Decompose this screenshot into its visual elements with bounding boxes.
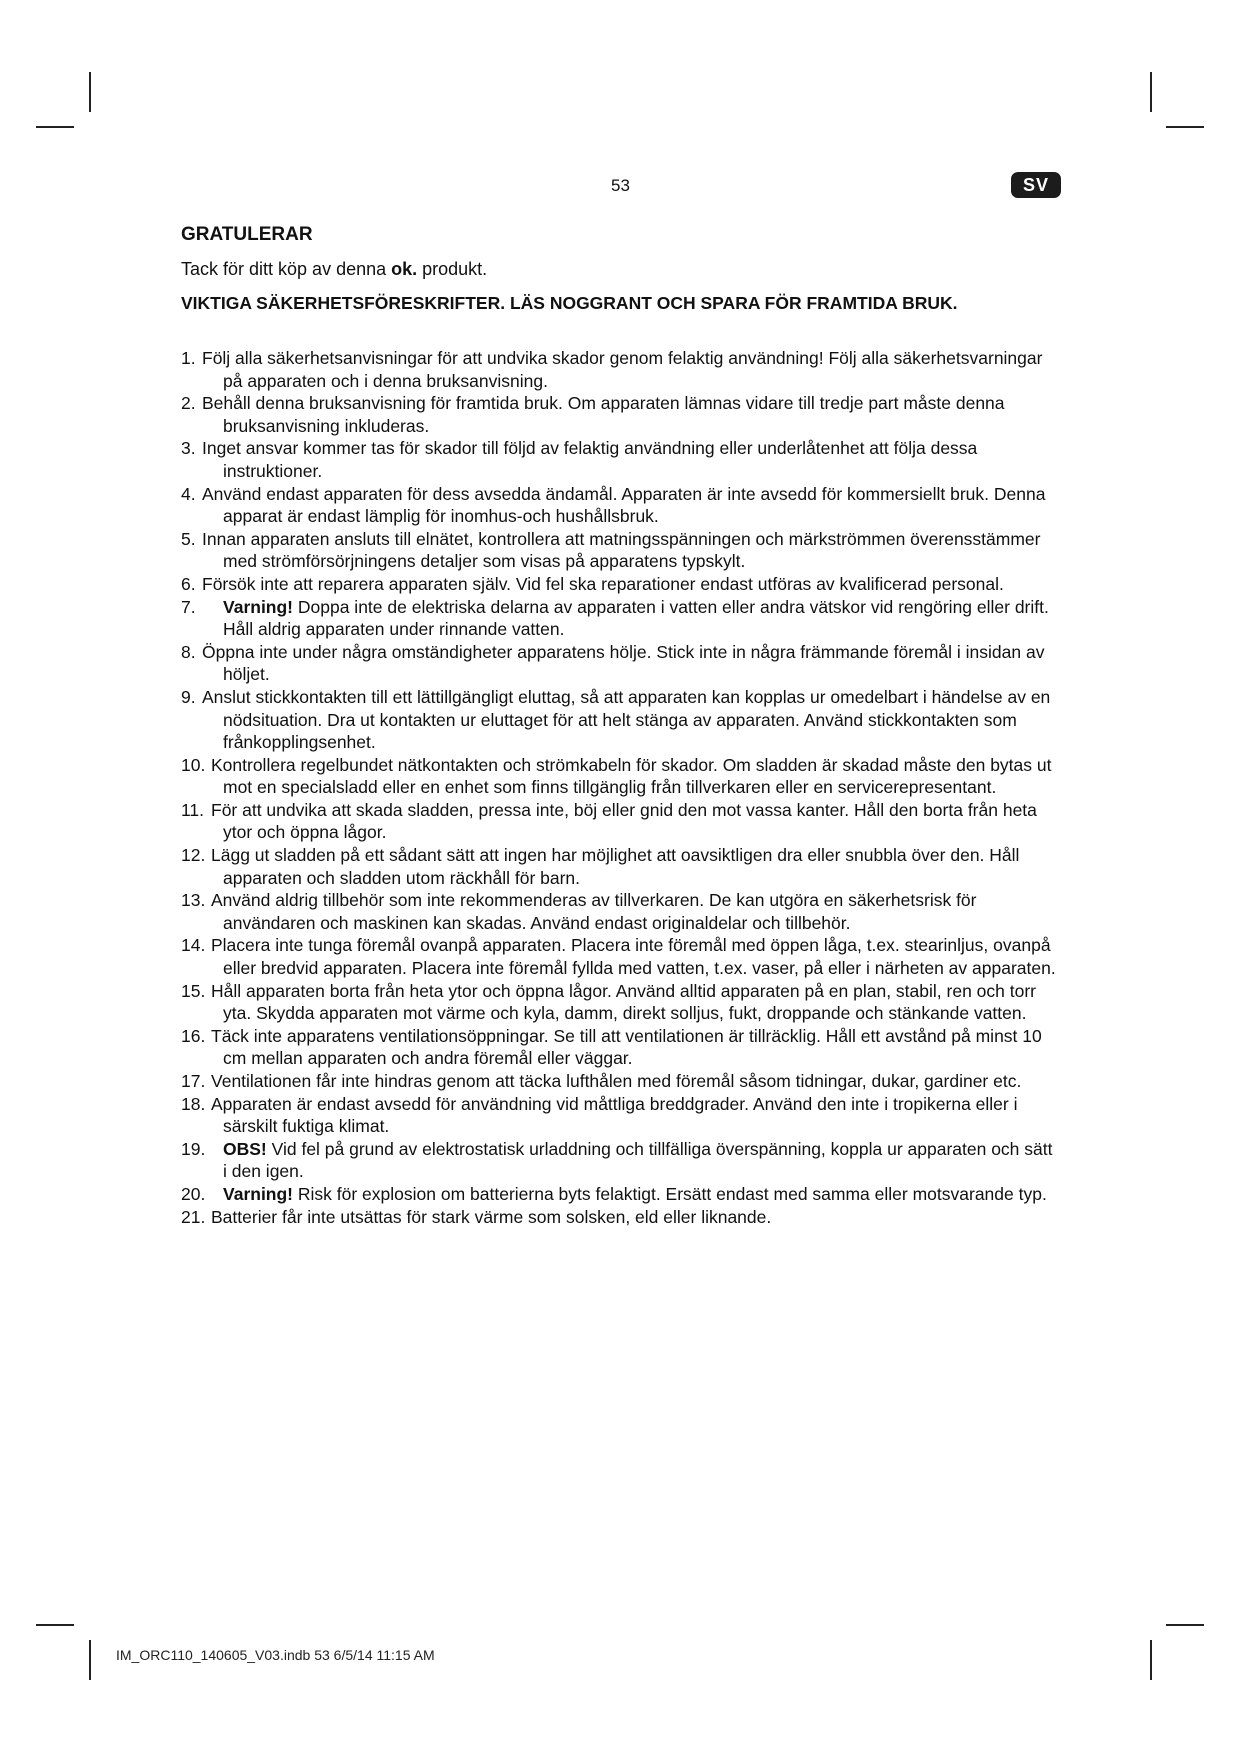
instruction-content bbox=[202, 393, 1005, 436]
instruction-number: 9. bbox=[181, 686, 196, 707]
instruction-content bbox=[211, 1026, 1042, 1069]
instruction-item bbox=[181, 483, 1061, 528]
instruction-content bbox=[211, 935, 1056, 978]
instruction-number: 10. bbox=[181, 754, 206, 775]
instruction-number: 7. bbox=[181, 596, 196, 617]
instruction-text: Innan apparaten ansluts till elnätet, kontrollera att matningsspänningen och märkströmmen överensstämmer med strömförsörjningens detaljer som visas på apparatens typskylt. bbox=[202, 528, 1041, 572]
instruction-text: Vid fel på grund av elektrostatisk urladdning och tillfälliga överspänning, koppla ur apparaten och sätt i den igen. bbox=[223, 1138, 1053, 1182]
instruction-emphasis: Varning! bbox=[223, 1183, 294, 1204]
instruction-text: Försök inte att reparera apparaten själv. Vid fel ska reparationer endast utföras av kvalificerad personal. bbox=[202, 573, 1004, 594]
instruction-item bbox=[181, 844, 1061, 889]
instruction-emphasis: Varning! bbox=[223, 596, 294, 617]
instruction-content bbox=[211, 800, 1037, 843]
instruction-number: 17. bbox=[181, 1071, 206, 1091]
instruction-text: Använd aldrig tillbehör som inte rekommenderas av tillverkaren. De kan utgöra en säkerhetsrisk för användaren och maskinen kan skadas. Använd endast originaldelar och tillbehör. bbox=[211, 890, 977, 933]
instruction-text: Apparaten är endast avsedd för användning vid måttliga breddgrader. Använd den inte i tropikerna eller i särskilt fuktiga klimat. bbox=[211, 1093, 1018, 1137]
instruction-content bbox=[223, 597, 1049, 640]
instruction-item bbox=[181, 573, 1061, 596]
instruction-number: 18. bbox=[181, 1093, 206, 1114]
instruction-text: För att undvika att skada sladden, pressa inte, böj eller gnid den mot vassa kanter. Håll den borta från heta ytor och öppna lågor. bbox=[211, 799, 1037, 843]
instruction-text: Öppna inte under några omständigheter apparatens hölje. Stick inte in några främmande föremål i insidan av höljet. bbox=[202, 641, 1045, 685]
instruction-item bbox=[181, 596, 1061, 641]
intro-after: produkt. bbox=[417, 259, 488, 279]
instruction-number: 5. bbox=[181, 528, 196, 549]
instruction-item bbox=[181, 1093, 1061, 1138]
instruction-text: Kontrollera regelbundet nätkontakten och strömkabeln för skador. Om sladden är skadad måste den bytas ut mot en specialsladd eller en enhet som finns tillgänglig från tillverkaren eller en servicerepresentant. bbox=[211, 754, 1052, 798]
instruction-content bbox=[211, 1071, 1021, 1091]
instruction-text: Anslut stickkontakten till ett lättillgängligt eluttag, så att apparaten kan kopplas ur omedelbart i händelse av en nödsituation. Dra ut kontakten ur eluttaget för att helt stänga av apparaten. Använd stickkontakten som frånkopplingsenhet. bbox=[202, 686, 1051, 753]
instruction-text: Följ alla säkerhetsanvisningar för att undvika skador genom felaktig användning! Följ alla säkerhetsvarningar på apparaten och i denna bruksanvisning. bbox=[202, 348, 1043, 391]
instruction-text: Doppa inte de elektriska delarna av apparaten i vatten eller andra vätskor vid rengöring eller drift. Håll aldrig apparaten under rinnande vatten. bbox=[223, 596, 1049, 640]
crop-mark-top-right-horizontal bbox=[1166, 126, 1204, 128]
instruction-item bbox=[181, 1183, 1061, 1206]
instruction-item bbox=[181, 1025, 1061, 1070]
instruction-emphasis: OBS! bbox=[223, 1138, 267, 1159]
instruction-item bbox=[181, 889, 1061, 934]
instruction-item bbox=[181, 641, 1061, 686]
instruction-item bbox=[181, 347, 1061, 392]
footer-slug: IM_ORC110_140605_V03.indb 53 6/5/14 11:15 AM bbox=[116, 1647, 435, 1663]
instruction-number: 19. bbox=[181, 1138, 206, 1159]
instruction-number: 13. bbox=[181, 890, 206, 911]
instruction-content bbox=[211, 845, 1019, 888]
instruction-number: 3. bbox=[181, 438, 196, 459]
instruction-text: Inget ansvar kommer tas för skador till följd av felaktig användning eller underlåtenhet att följa dessa instruktioner. bbox=[202, 438, 978, 481]
instruction-content bbox=[202, 348, 1042, 391]
instruction-item bbox=[181, 1070, 1061, 1093]
crop-mark-bottom-right-horizontal bbox=[1166, 1624, 1204, 1626]
instruction-number: 11. bbox=[181, 799, 205, 820]
instruction-item bbox=[181, 754, 1061, 799]
instruction-item bbox=[181, 528, 1061, 573]
instruction-number: 12. bbox=[181, 845, 206, 866]
safety-heading: VIKTIGA SÄKERHETSFÖRESKRIFTER. LÄS NOGGRANT OCH SPARA FÖR FRAMTIDA BRUK. bbox=[181, 293, 958, 313]
document-body bbox=[181, 224, 1061, 1228]
instruction-text: Använd endast apparaten för dess avsedda ändamål. Apparaten är inte avsedd för kommersiellt bruk. Denna apparat är endast lämplig för inomhus-och hushållsbruk. bbox=[202, 483, 1046, 527]
instruction-content bbox=[211, 1207, 771, 1227]
intro-before: Tack för ditt köp av denna bbox=[181, 259, 392, 279]
instruction-number: 20. bbox=[181, 1183, 206, 1204]
instruction-text: Lägg ut sladden på ett sådant sätt att ingen har möjlighet att oavsiktligen dra eller snubbla över den. Håll apparaten och sladden utom räckhåll för barn. bbox=[211, 845, 1020, 888]
instruction-number: 16. bbox=[181, 1025, 206, 1046]
instruction-number: 1. bbox=[181, 348, 196, 368]
instruction-item bbox=[181, 437, 1061, 482]
instruction-text: Ventilationen får inte hindras genom att täcka lufthålen med föremål såsom tidningar, dukar, gardiner etc. bbox=[211, 1071, 1022, 1091]
instruction-number: 2. bbox=[181, 393, 196, 414]
crop-mark-top-right-vertical bbox=[1150, 72, 1152, 112]
instruction-item bbox=[181, 980, 1061, 1025]
crop-mark-top-left-vertical bbox=[89, 72, 91, 112]
instruction-content bbox=[202, 438, 977, 481]
instruction-item bbox=[181, 392, 1061, 437]
instruction-text: Batterier får inte utsättas för stark värme som solsken, eld eller liknande. bbox=[211, 1206, 772, 1227]
instruction-content bbox=[211, 1094, 1018, 1137]
instruction-content bbox=[202, 687, 1050, 752]
instruction-content bbox=[202, 642, 1044, 685]
instruction-number: 8. bbox=[181, 641, 196, 662]
page-number: 53 bbox=[611, 176, 630, 195]
instruction-number: 15. bbox=[181, 980, 206, 1001]
instruction-content bbox=[202, 484, 1045, 527]
instruction-text: Täck inte apparatens ventilationsöppningar. Se till att ventilationen är tillräcklig. Håll ett avstånd på minst 10 cm mellan apparaten och andra föremål eller väggar. bbox=[211, 1025, 1042, 1069]
instruction-item bbox=[181, 799, 1061, 844]
instruction-content bbox=[202, 574, 1004, 594]
instruction-number: 21. bbox=[181, 1206, 206, 1227]
intro-text bbox=[181, 259, 1061, 280]
instruction-text: Håll apparaten borta från heta ytor och öppna lågor. Använd alltid apparaten på en plan, stabil, ren och torr yta. Skydda apparaten mot värme och kyla, damm, direkt solljus, fukt, droppande och stänkande vatten. bbox=[211, 980, 1036, 1024]
instruction-content bbox=[211, 890, 977, 933]
safety-instructions-list bbox=[181, 347, 1061, 1228]
page-heading: GRATULERAR bbox=[181, 224, 313, 245]
instruction-content bbox=[223, 1184, 1047, 1204]
crop-mark-bottom-right-vertical bbox=[1150, 1640, 1152, 1680]
crop-mark-bottom-left-horizontal bbox=[36, 1624, 74, 1626]
instruction-number: 14. bbox=[181, 935, 206, 956]
instruction-text: Placera inte tunga föremål ovanpå apparaten. Placera inte föremål med öppen låga, t.ex. stearinljus, ovanpå eller bredvid apparaten. Placera inte föremål fyllda med vatten, t.ex. vaser, på eller i närheten av apparaten. bbox=[211, 935, 1056, 979]
instruction-content bbox=[211, 981, 1036, 1024]
instruction-content bbox=[223, 1139, 1052, 1182]
instruction-number: 6. bbox=[181, 573, 196, 594]
instruction-text: Behåll denna bruksanvisning för framtida bruk. Om apparaten lämnas vidare till tredje part måste denna bruksanvisning inkluderas. bbox=[202, 393, 1005, 436]
language-badge: SV bbox=[1011, 172, 1061, 198]
instruction-number: 4. bbox=[181, 483, 196, 504]
instruction-text: Risk för explosion om batterierna byts felaktigt. Ersätt endast med samma eller motsvarande typ. bbox=[293, 1183, 1047, 1204]
intro-brand: ok. bbox=[391, 259, 418, 279]
crop-mark-bottom-left-vertical bbox=[89, 1640, 91, 1680]
instruction-item bbox=[181, 1138, 1061, 1183]
instruction-item bbox=[181, 1206, 1061, 1229]
instruction-content bbox=[202, 529, 1041, 572]
instruction-item bbox=[181, 686, 1061, 754]
instruction-content bbox=[211, 755, 1052, 798]
instruction-item bbox=[181, 934, 1061, 979]
crop-mark-top-left-horizontal bbox=[36, 126, 74, 128]
